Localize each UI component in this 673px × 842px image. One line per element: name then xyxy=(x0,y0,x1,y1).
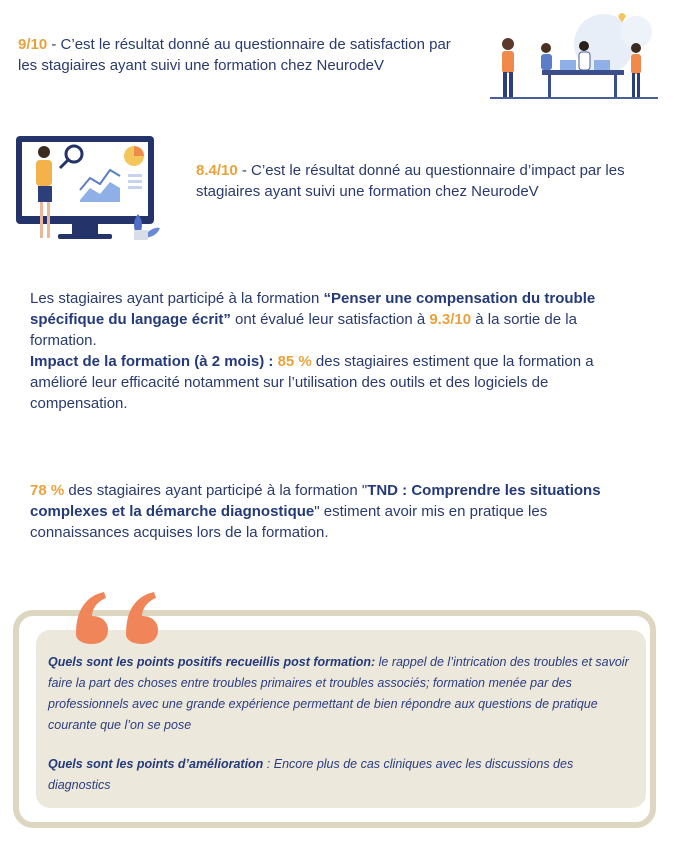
tnd-tail: " estiment avoir mis en pratique les connaissances acquises lors de la formation. xyxy=(30,503,548,541)
positive-text: le rappel de l’intrication des troubles et savoir faire la part des choses entre troubles primaires et troubles associés; formation menée par des professionnels avec une grande expérience permettant de bien répondre aux questions de pratique courante que l’on se pose xyxy=(48,655,629,732)
compensation-title: “Penser une compensation du trouble spécifique du langage écrit” xyxy=(30,290,596,328)
impact-label: Impact de la formation (à 2 mois) : xyxy=(30,353,274,370)
impact-score: 8.4/10 xyxy=(196,162,238,179)
impact-detail: des stagiaires estiment que la formation a amélioré leur efficacité notamment sur l’utilisation des outils et des logiciels de compensation. xyxy=(30,353,594,412)
impact-text: - C’est le résultat donné au questionnaire d’impact par les stagiaires ayant suivi une formation chez NeurodeV xyxy=(196,162,625,200)
tnd-pct: 78 % xyxy=(30,482,65,499)
satisfaction-score: 9/10 xyxy=(18,36,48,53)
positive-feedback xyxy=(48,652,638,736)
quote-marks-icon xyxy=(72,588,168,646)
tnd-title: TND : Comprendre les situations complexes et la démarche diagnostique xyxy=(30,482,601,520)
compensation-training-stat xyxy=(30,288,645,414)
feedback-text xyxy=(48,652,638,796)
impact-stat xyxy=(196,160,656,202)
tnd-training-stat xyxy=(30,480,645,543)
impact-pct: 85 % xyxy=(277,353,312,370)
improvement-text: : Encore plus de cas cliniques avec les discussions des diagnostics xyxy=(48,757,574,792)
satisfaction-text: - C’est le résultat donné au questionnaire de satisfaction par les stagiaires ayant suivi une formation chez NeurodeV xyxy=(18,36,451,74)
team-meeting-illustration xyxy=(486,8,662,104)
positive-label: Quels sont les points positifs recueillis post formation: xyxy=(48,655,376,669)
improvement-feedback xyxy=(48,754,638,796)
improvement-label: Quels sont les points d’amélioration xyxy=(48,757,264,771)
compensation-tail: à la sortie de la formation. xyxy=(30,311,577,349)
analytics-monitor-illustration xyxy=(10,130,170,248)
compensation-score: 9.3/10 xyxy=(429,311,472,328)
tnd-intro: des stagiaires ayant participé à la formation " xyxy=(64,482,368,499)
satisfaction-stat xyxy=(18,34,458,76)
compensation-mid: ont évalué leur satisfaction à xyxy=(230,311,430,328)
compensation-intro: Les stagiaires ayant participé à la formation xyxy=(30,290,324,307)
